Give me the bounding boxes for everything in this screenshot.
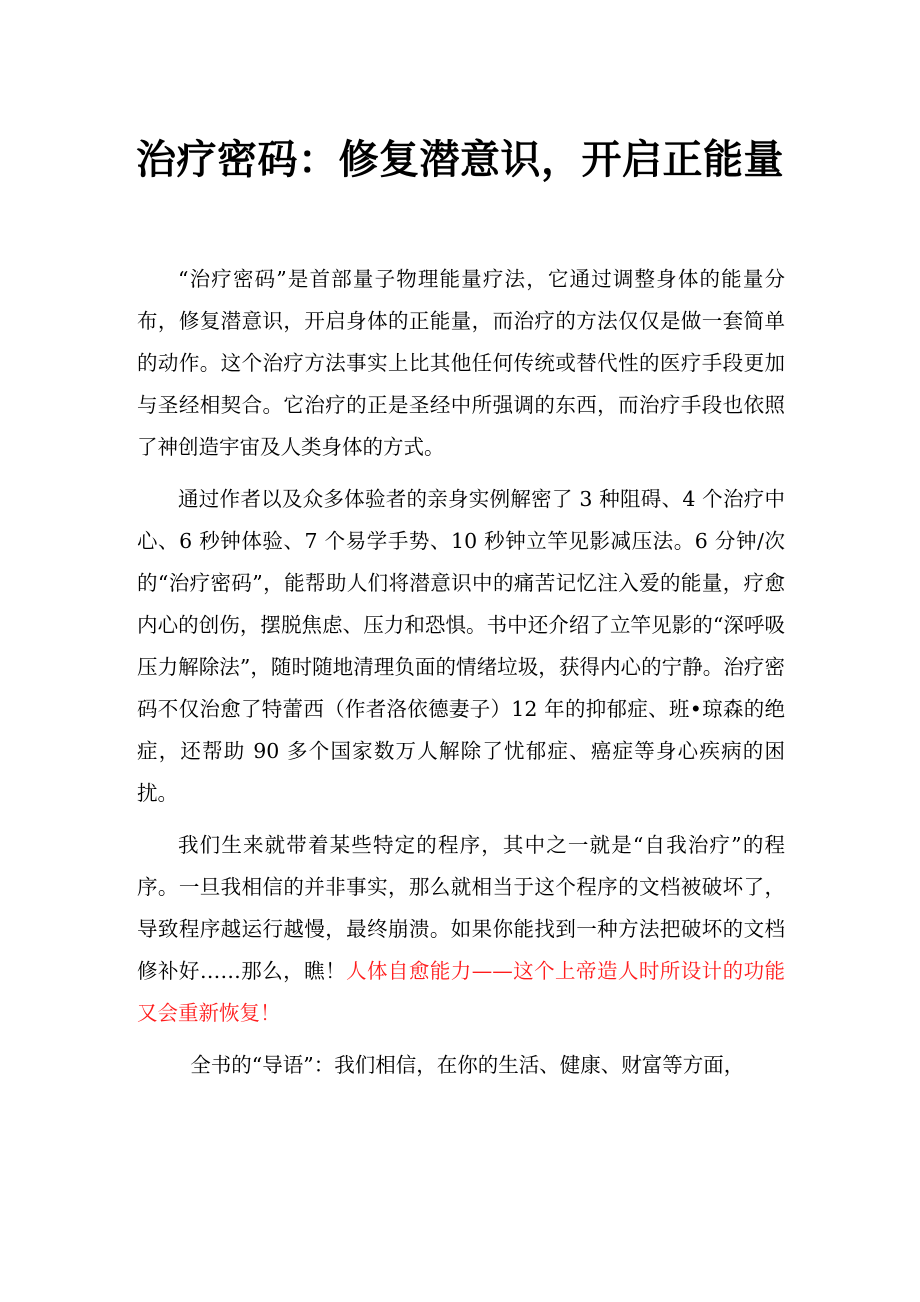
document-body [137, 258, 785, 1096]
document-title: 治疗密码：修复潜意识，开启正能量 [136, 137, 784, 183]
paragraph-program-text: 我们生来就带着某些特定的程序，其中之一就是“自我治疗”的程序。一旦我相信的并非事实，那么就相当于这个程序的文档被破坏了，导致程序越运行越慢，最终崩溃。如果你能找到一种方法把破坏的文档修补好……那么，瞧！ [137, 833, 785, 983]
paragraph-guide: 全书的“导语”：我们相信，在你的生活、健康、财富等方面， [190, 1053, 745, 1077]
paragraph-program [137, 824, 785, 1034]
highlighted-text: 人体自愈能力——这个上帝造人时所设计的功能又会重新恢复！ [137, 959, 786, 1025]
paragraph-intro: “治疗密码”是首部量子物理能量疗法，它通过调整身体的能量分布，修复潜意识，开启身体的正能量，而治疗的方法仅仅是做一套简单的动作。这个治疗方法事实上比其他任何传统或替代性的医疗手段更加与圣经相契合。它治疗的正是圣经中所强调的东西，而治疗手段也依照了神创造宇宙及人类身体的方式。 [137, 267, 785, 459]
paragraph-details: 通过作者以及众多体验者的亲身实例解密了 3 种阻碍、4 个治疗中心、6 秒钟体验、7 个易学手势、10 秒钟立竿见影减压法。6 分钟/次的“治疗密码”，能帮助人们将潜意识中的痛苦记忆注入爱的能量，疗愈内心的创伤，摆脱焦虑、压力和恐惧。书中还介绍了立竿见影的“深呼吸压力解除法”，随时随地清理负面的情绪垃圾，获得内心的宁静。治疗密码不仅治愈了特蕾西（作者洛依德妻子）12 年的抑郁症、班•琼森的绝症，还帮助 90 多个国家数万人解除了忧郁症、癌症等身心疾病的困扰。 [137, 487, 785, 805]
